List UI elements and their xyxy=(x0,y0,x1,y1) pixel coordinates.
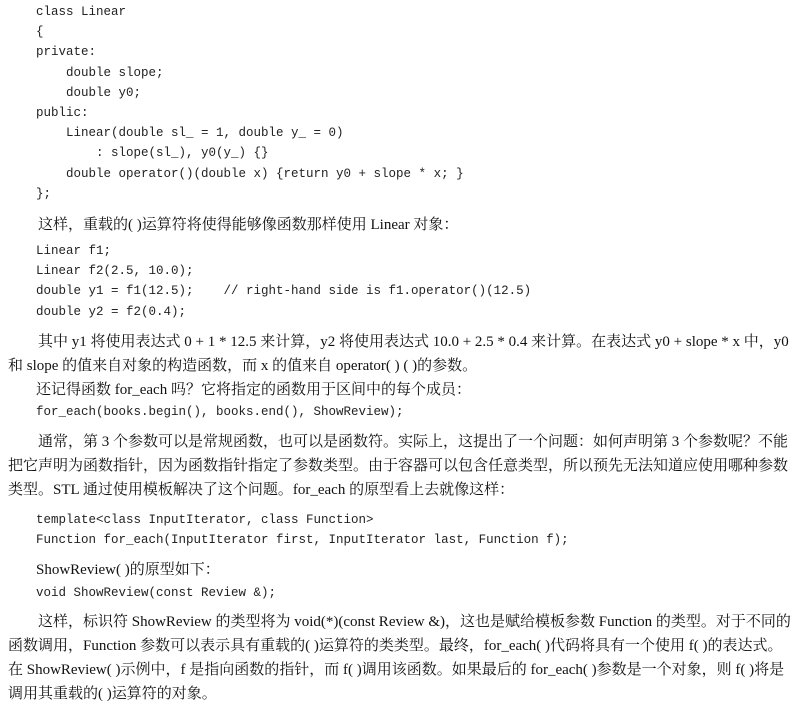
code-showreview-proto: void ShowReview(const Review &); xyxy=(36,586,277,600)
paragraph-showreview-proto-intro: ShowReview( )的原型如下： xyxy=(36,562,220,578)
paragraph-third-argument: 通常，第 3 个参数可以是常规函数，也可以是函数符。实际上，这提出了一个问题：如何声明第 3 个参数呢？不能把它声明为函数指针，因为函数指针指定了参数类型。由于容器可以包含任意类型，所以预先无法知道应使用哪种参数类型。STL 通过使用模板解决了这个问题。for_each 的原型看上去就像这样： xyxy=(8,434,789,498)
paragraph-for-each-recall: 还记得函数 for_each 吗？它将指定的函数用于区间中的每个成员： xyxy=(36,382,471,398)
paragraph-function-type-explanation: 这样，标识符 ShowReview 的类型将为 void(*)(const Review &)，这也是赋给模板参数 Function 的类型。对于不同的函数调用，Function 参数可以表示具有重载的( )运算符的类类型。最终，for_each( )代码将具有一个使用 f( )的表达式。在 ShowReview( )示例中，f 是指向函数的指针，而 f( )调用该函数。如果最后的 for_each( )参数是一个对象，则 f( )将是调用其重载的( )运算符的对象。 xyxy=(8,614,791,702)
code-linear-usage: Linear f1; Linear f2(2.5, 10.0); double y1 = f1(12.5); // right-hand side is f1.operator()(12.5) double y2 = f2(0.4); xyxy=(36,244,532,319)
code-for-each-template: template<class InputIterator, class Function> Function for_each(InputIterator first, InputIterator last, Function f); xyxy=(36,513,569,548)
code-class-linear: class Linear { private: double slope; double y0; public: Linear(double sl_ = 1, double y_ = 0) : slope(sl_), y0(y_) {} double operator()(double x) {return y0 + slope * x; } }; xyxy=(36,5,464,201)
paragraph-expression-explanation: 其中 y1 将使用表达式 0 + 1 * 12.5 来计算，y2 将使用表达式 10.0 + 2.5 * 0.4 来计算。在表达式 y0 + slope * x 中，y0 和 slope 的值来自对象的构造函数，而 x 的值来自 operator( ) ( )的参数。 xyxy=(8,334,789,374)
paragraph-overload-intro: 这样，重载的( )运算符将使得能够像函数那样使用 Linear 对象： xyxy=(38,217,459,233)
code-for-each-call: for_each(books.begin(), books.end(), ShowReview); xyxy=(36,405,404,419)
